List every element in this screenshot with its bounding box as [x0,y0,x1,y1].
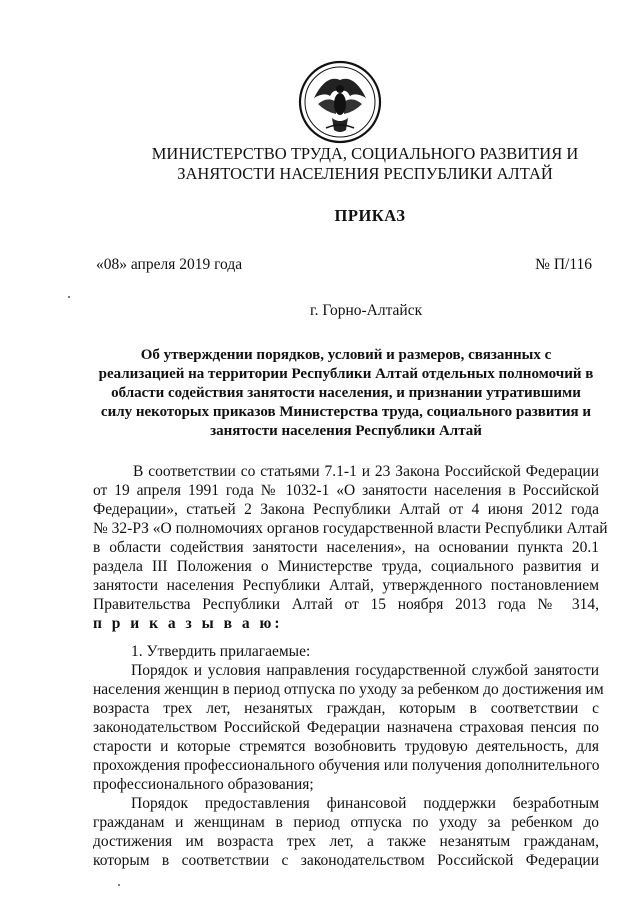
ministry-line-1: МИНИСТЕРСТВО ТРУДА, СОЦИАЛЬНОГО РАЗВИТИЯ И [151,144,579,163]
paragraph1-line: прохождения профессионального обучения или получения дополнительного [93,757,600,774]
preamble-line: в области содействия занятости населения», на основании пункта 20.1 [93,539,599,556]
title-line: Об утверждении порядков, условий и размеров, связанных с [140,347,552,363]
paragraph1-line: старости и которые стремятся возобновить трудовую деятельность, для [93,738,599,755]
document-number: № П/116 [535,256,592,273]
paragraph1-line: Порядок и условия направления государственной службой занятости [131,662,599,679]
coat-of-arms-emblem [296,58,384,146]
document-type: ПРИКАЗ [334,206,406,225]
preamble-line: № 32-РЗ «О полномочиях органов государственной власти Республики Алтай [93,520,608,537]
title-line: реализацией на территории Республики Алтай отдельных полномочий в [98,366,594,382]
preamble-line: Правительства Республики Алтай от 15 ноября 2013 года № 314, [93,596,599,613]
document-title [90,346,602,441]
order-word: п р и к а з ы в а ю: [93,615,283,632]
paragraph2-line: гражданам и женщинам в период отпуска по уходу за ребенком до [93,814,599,831]
title-line: области содействия занятости населения, и признании утратившими [111,385,581,401]
title-line: занятости населения Республики Алтай [210,423,482,439]
document-date: «08» апреля 2019 года [96,256,243,273]
item-1: 1. Утвердить прилагаемые: [131,643,311,660]
ministry-name [150,144,580,184]
paragraph1-line: профессионального образования; [93,776,314,793]
paragraph2-line: достижения им возраста трех лет, а также незанятым гражданам, [93,833,599,850]
scan-speck [68,296,70,298]
preamble-line: занятости населения Республики Алтай, утвержденного постановлением [93,577,599,594]
preamble-line: Федерации», статьей 2 Закона Республики Алтай от 4 июня 2012 года [93,501,599,518]
document-body [93,462,608,870]
ministry-line-2: ЗАНЯТОСТИ НАСЕЛЕНИЯ РЕСПУБЛИКИ АЛТАЙ [177,164,553,183]
paragraph2-line: Порядок предоставления финансовой поддержки безработным [131,795,599,812]
paragraph1-line: населения женщин в период отпуска по уходу за ребенком до достижения им [93,681,604,698]
paragraph1-line: законодательством Российской Федерации назначена страховая пенсия по [93,719,599,736]
title-line: силу некоторых приказов Министерства труда, социального развития и [100,404,592,420]
preamble-line: раздела III Положения о Министерстве труда, социального развития и [93,558,599,575]
scan-speck [118,884,120,886]
paragraph2-line: которым в соответствии с законодательством Российской Федерации [93,852,599,869]
paragraph1-line: возраста трех лет, незанятых граждан, которым в соответствии с [93,700,599,717]
preamble-line: от 19 апреля 1991 года № 1032-1 «О занятости населения в Российской [93,482,599,499]
preamble-line: В соответствии со статьями 7.1-1 и 23 Закона Российской Федерации [133,463,599,480]
document-city: г. Горно-Алтайск [310,302,423,319]
